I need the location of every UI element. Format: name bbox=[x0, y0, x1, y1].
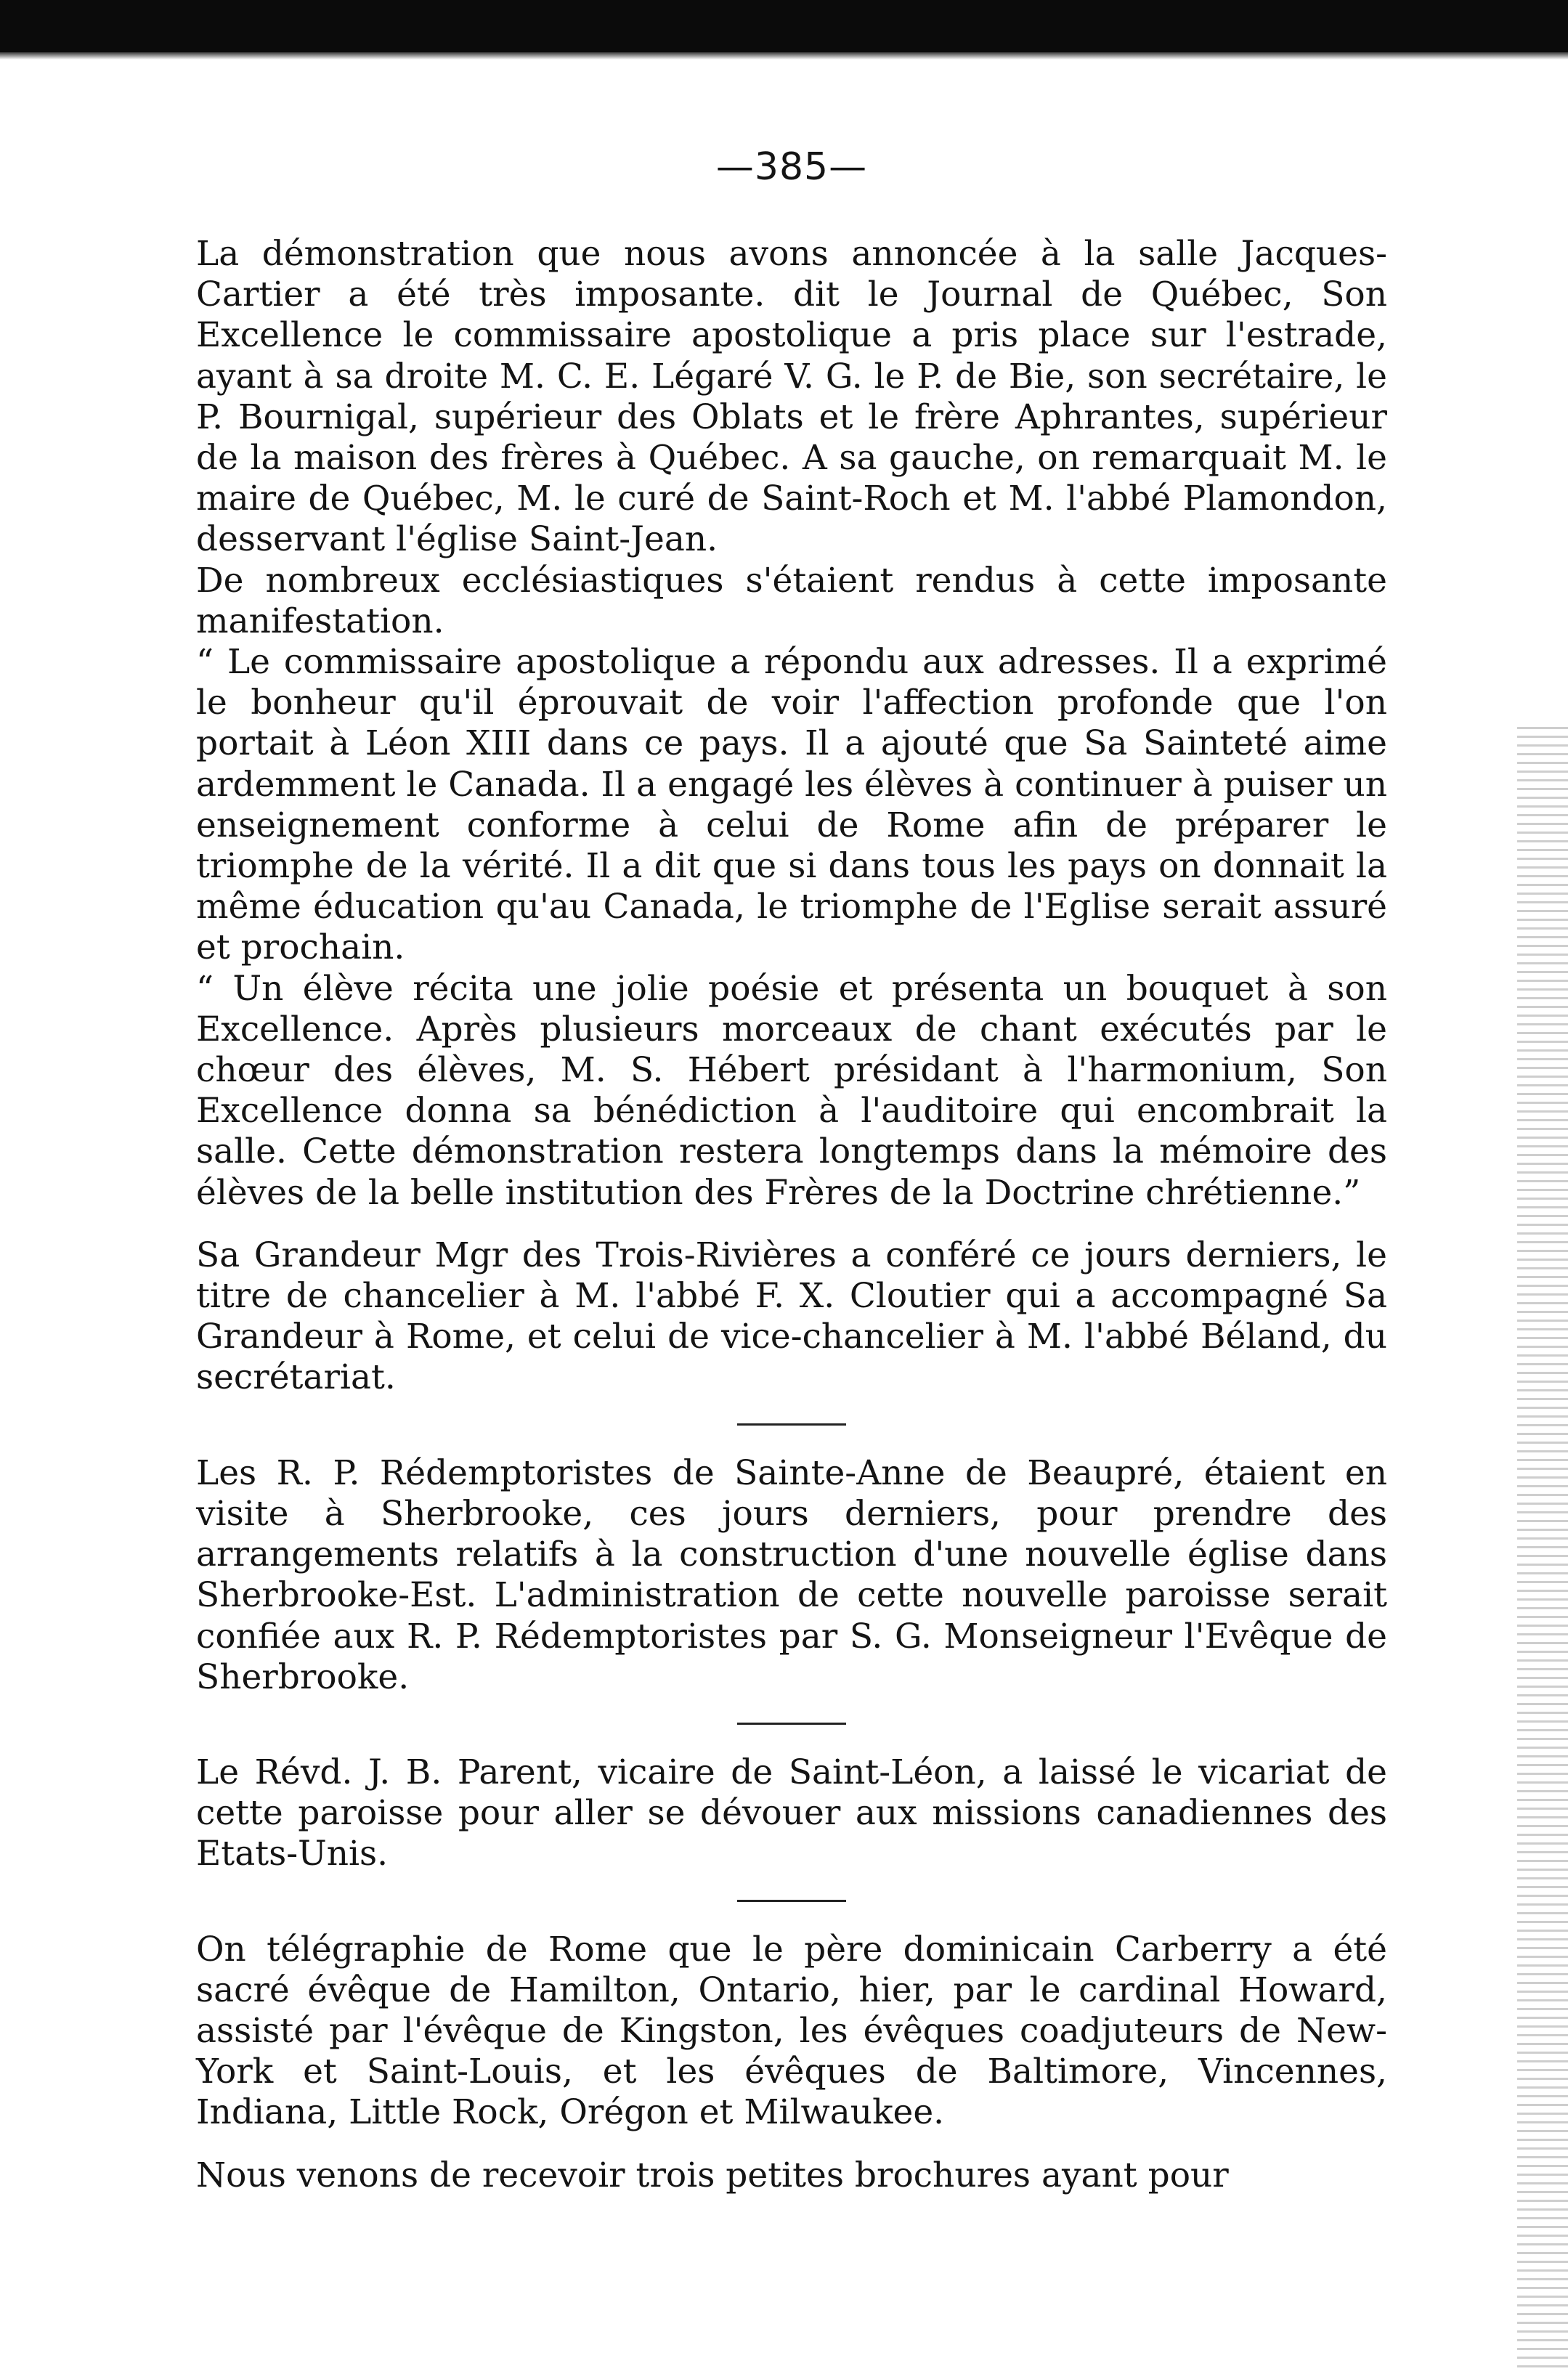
paragraph-trois-rivieres: Sa Grandeur Mgr des Trois-Rivières a conféré ce jours derniers, le titre de chancelier à M. l'abbé F. X. Cloutier qui a accompagné Sa Grandeur à Rome, et celui de vice-chancelier à M. l'abbé Béland, du secrétariat. bbox=[196, 1235, 1387, 1398]
section-divider bbox=[737, 1900, 846, 1902]
paragraph-brochures: Nous venons de recevoir trois petites brochures ayant pour bbox=[196, 2155, 1229, 2195]
section-gap bbox=[196, 1214, 1387, 1235]
paragraph-redemptoristes: Les R. P. Rédemptoristes de Sainte-Anne de Beaupré, étaient en visite à Sherbrooke, ces jours derniers, pour prendre des arrangements relatifs à la construction d'une nouvelle église dans Sherbrooke-Est. L'administration de cette nouvelle paroisse serait confiée aux R. P. Rédemptoristes par S. G. Monseigneur l'Evêque de Sherbrooke. bbox=[196, 1452, 1387, 1697]
paragraph-ecclesiastiques: De nombreux ecclésiastiques s'étaient rendus à cette imposante manifestation. bbox=[196, 560, 1387, 641]
paragraph-carberry: On télégraphie de Rome que le père dominicain Carberry a été sacré évêque de Hamilton, Ontario, hier, par le cardinal Howard, assisté par l'évêque de Kingston, les évêques coadjuteurs de New-York et Saint-Louis, et les évêques de Baltimore, Vincennes, Indiana, Little Rock, Orégon et Milwaukee. bbox=[196, 1929, 1387, 2133]
scan-right-edge bbox=[1517, 726, 1568, 2374]
document-page bbox=[196, 145, 1387, 2196]
paragraph-demonstration: La démonstration que nous avons annoncée à la salle Jacques-Cartier a été très imposante. dit le Journal de Québec, Son Excellence le commissaire apostolique a pris place sur l'estrade, ayant à sa droite M. C. E. Légaré V. G. le P. de Bie, son secrétaire, le P. Bournigal, supérieur des Oblats et le frère Aphrantes, supérieur de la maison des frères à Québec. A sa gauche, on remarquait M. le maire de Québec, M. le curé de Saint-Roch et M. l'abbé Plamondon, desservant l'église Saint-Jean. bbox=[196, 234, 1387, 560]
scan-top-border bbox=[0, 0, 1568, 52]
paragraph-revd-parent: Le Révd. J. B. Parent, vicaire de Saint-Léon, a laissé le vicariat de cette paroisse pour aller se dévouer aux missions canadiennes des Etats-Unis. bbox=[196, 1752, 1387, 1874]
section-divider bbox=[737, 1723, 846, 1725]
section-divider bbox=[737, 1423, 846, 1426]
scan-top-shadow bbox=[0, 52, 1568, 60]
paragraph-poesie-eleve: “ Un élève récita une jolie poésie et présenta un bouquet à son Excellence. Après plusieurs morceaux de chant exécutés par le chœur des élèves, M. S. Hébert présidant à l'harmonium, Son Excellence donna sa bénédiction à l'auditoire qui encombrait la salle. Cette démonstration restera longtemps dans la mémoire des élèves de la belle institution des Frères de la Doctrine chrétienne.” bbox=[196, 968, 1387, 1213]
section-gap bbox=[196, 2134, 1387, 2155]
page-number: —385— bbox=[715, 145, 868, 189]
paragraph-reponse-commissaire: “ Le commissaire apostolique a répondu aux adresses. Il a exprimé le bonheur qu'il éprouvait de voir l'affection profonde que l'on portait à Léon XIII dans ce pays. Il a ajouté que Sa Sainteté aime ardemment le Canada. Il a engagé les élèves à continuer à puiser un enseignement conforme à celui de Rome afin de préparer le triomphe de la vérité. Il a dit que si dans tous les pays on donnait la même éducation qu'au Canada, le triomphe de l'Eglise serait assuré et prochain. bbox=[196, 642, 1387, 968]
